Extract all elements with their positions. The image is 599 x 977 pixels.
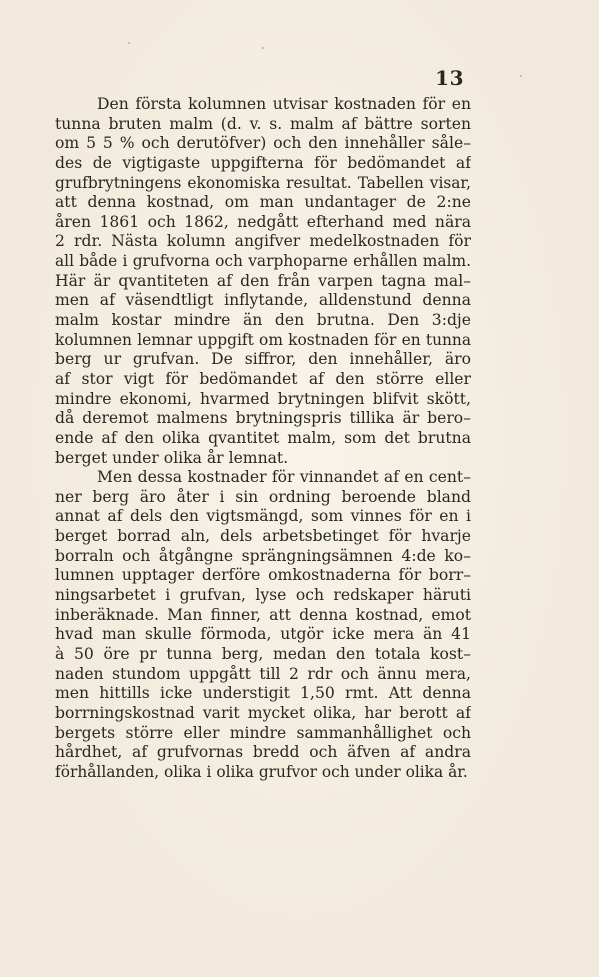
text-line: mindre ekonomi, hvarmed brytningen blifvit skött, — [55, 389, 471, 408]
paper-speck — [262, 47, 264, 49]
text-line: grufbrytningens ekonomiska resultat. Tabellen visar, — [55, 173, 471, 192]
text-line: Här är qvantiteten af den från varpen tagna mal– — [55, 271, 471, 290]
text-line: inberäknade. Man finner, att denna kostnad, emot — [55, 605, 471, 624]
text-line: à 50 öre pr tunna berg, medan den totala kost– — [55, 644, 471, 663]
text-line: kolumnen lemnar uppgift om kostnaden för en tunna — [55, 330, 471, 349]
page-number: 13 — [435, 66, 464, 90]
text-line: borraln och åtgångne sprängningsämnen 4:de ko– — [55, 546, 471, 565]
text-line: naden stundom uppgått till 2 rdr och ännu mera, — [55, 664, 471, 683]
paper-speck — [520, 75, 522, 77]
text-line: berget borrad aln, dels arbetsbetinget för hvarje — [55, 527, 471, 546]
text-line: malm kostar mindre än den brutna. Den 3:dje — [55, 311, 471, 330]
text-line: annat af dels den vigtsmängd, som vinnes för en i — [55, 507, 471, 526]
text-line: att denna kostnad, om man undantager de 2:ne — [55, 193, 471, 212]
text-line: all både i grufvorna och varphoparne erhållen malm. — [55, 252, 471, 271]
text-line: då deremot malmens brytningspris tillika är bero– — [55, 409, 471, 428]
paper-speck — [128, 42, 130, 44]
text-line: af stor vigt för bedömandet af den större eller — [55, 369, 471, 388]
text-line: des de vigtigaste uppgifterna för bedömandet af — [55, 153, 471, 172]
body-text — [55, 95, 471, 782]
text-line: Den första kolumnen utvisar kostnaden för en — [97, 95, 471, 113]
text-line: borrningskostnad varit mycket olika, har berott af — [55, 703, 471, 722]
text-line: ner berg äro åter i sin ordning beroende bland — [55, 487, 471, 506]
text-line: ende af den olika qvantitet malm, som det brutna — [55, 428, 471, 447]
text-line: berget under olika år lemnat. — [55, 448, 289, 467]
text-line: berg ur grufvan. De siffror, den innehåller, äro — [55, 350, 471, 369]
text-line: 2 rdr. Nästa kolumn angifver medelkostnaden för — [55, 232, 471, 251]
text-line: men hittills icke understigit 1,50 rmt. Att denna — [55, 684, 471, 703]
text-line: åren 1861 och 1862, nedgått efterhand med nära — [55, 212, 471, 231]
text-line: lumnen upptager derföre omkostnaderna för borr– — [55, 566, 471, 585]
text-line: förhållanden, olika i olika grufvor och under olika år. — [55, 762, 468, 781]
text-line: hårdhet, af grufvornas bredd och äfven af andra — [55, 743, 471, 762]
text-line: om 5 5 % och derutöfver) och den innehåller såle– — [55, 134, 471, 153]
text-line: ningsarbetet i grufvan, lyse och redskaper häruti — [55, 586, 471, 605]
text-line: tunna bruten malm (d. v. s. malm af bättre sorten — [55, 114, 471, 133]
text-line: hvad man skulle förmoda, utgör icke mera än 41 — [55, 625, 471, 644]
text-line: Men dessa kostnader för vinnandet af en cent– — [97, 468, 471, 487]
text-line: men af väsendtligt inflytande, alldenstund denna — [55, 291, 471, 310]
text-line: bergets större eller mindre sammanhållighet och — [55, 723, 471, 742]
